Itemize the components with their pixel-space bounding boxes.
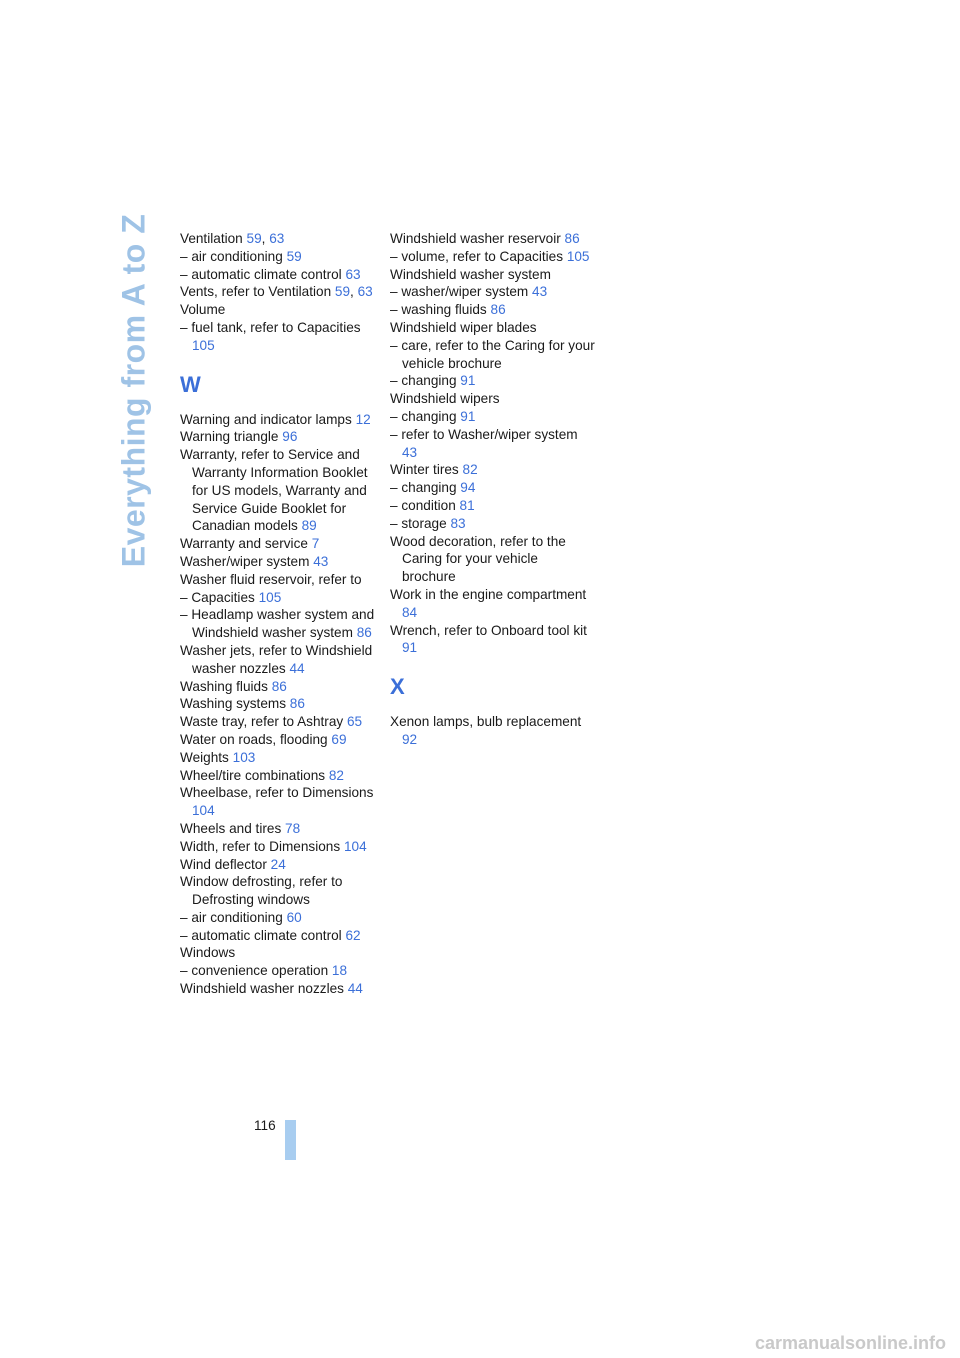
page-link[interactable]: 105 [192, 337, 215, 353]
index-entry-text: – changing [390, 373, 457, 389]
index-entry-text: Windshield washer nozzles [180, 981, 344, 997]
index-entry-text: Ventilation [180, 231, 243, 246]
index-entry [390, 248, 595, 266]
page-link[interactable]: 43 [402, 444, 418, 460]
page-link[interactable]: 86 [289, 696, 305, 712]
index-entry-text: Windshield wiper blades [390, 319, 537, 335]
index-entry-text: Windshield washer system [390, 266, 551, 282]
page-link[interactable]: 63 [357, 284, 373, 300]
index-entry [180, 873, 385, 909]
index-entry-text: Width, refer to Dimensions [180, 838, 341, 854]
index-entry-text: Wind deflector [180, 856, 267, 872]
index-entry [180, 678, 385, 696]
page-link[interactable]: 44 [289, 660, 305, 676]
index-entry [390, 319, 595, 337]
index-entry-text: – air conditioning [180, 909, 283, 925]
page-link[interactable]: 60 [286, 909, 302, 925]
index-entry [180, 248, 385, 266]
page-link[interactable]: 105 [566, 248, 590, 264]
page-separator: , [261, 231, 270, 246]
index-entry-text: Window defrosting, refer to Defrosting windows [180, 874, 343, 908]
index-entry [180, 428, 385, 446]
index-entry [180, 767, 385, 785]
page-link[interactable]: 86 [356, 625, 372, 641]
index-entry-text: Wood decoration, refer to the Caring for your vehicle brochure [390, 533, 566, 585]
index-entry-text: – automatic climate control [180, 927, 342, 943]
page-link[interactable]: 82 [462, 462, 478, 478]
index-entry-text: – care, refer to the Caring for your vehicle brochure [390, 337, 595, 371]
page-link[interactable]: 82 [328, 767, 344, 783]
index-entry-text: Wheelbase, refer to Dimensions [180, 785, 374, 801]
index-entry [180, 589, 385, 607]
page-link[interactable]: 91 [402, 640, 418, 656]
page-link[interactable]: 105 [258, 589, 282, 605]
page-link[interactable]: 94 [460, 480, 476, 496]
page-link[interactable]: 63 [345, 266, 361, 282]
page-number: 116 [254, 1118, 276, 1133]
index-entry-text: Wheel/tire combinations [180, 767, 326, 783]
index-entry [390, 372, 595, 390]
index-entry-text: Weights [180, 749, 229, 765]
index-entry [390, 301, 595, 319]
index-entry-text: Waste tray, refer to Ashtray [180, 714, 344, 730]
side-title [112, 213, 156, 567]
page-link[interactable]: 81 [459, 497, 475, 513]
index-entry-text: – air conditioning [180, 248, 283, 264]
page-link[interactable]: 104 [192, 803, 215, 819]
index-entry [180, 230, 385, 248]
index-entry-text: – fuel tank, refer to Capacities [180, 319, 361, 335]
index-letter-heading: X [390, 674, 405, 700]
index-entry-text: Windshield wipers [390, 391, 500, 407]
index-entry [390, 622, 595, 658]
index-entry [180, 838, 385, 856]
index-entry [180, 731, 385, 749]
index-entry [180, 962, 385, 980]
page-link[interactable]: 62 [345, 927, 361, 943]
index-entry [390, 337, 595, 373]
index-entry [390, 515, 595, 533]
page-link[interactable]: 83 [450, 515, 466, 531]
index-entry [180, 266, 385, 284]
index-entry [180, 446, 385, 535]
side-title-text: Everything from A to Z [115, 213, 152, 567]
page-link[interactable]: 65 [346, 714, 363, 730]
page-bar [285, 1120, 296, 1160]
index-entry [180, 411, 385, 429]
index-entry-text: Washer/wiper system [180, 553, 310, 569]
index-entry-text: Washer jets, refer to Windshield washer nozzles [180, 642, 373, 676]
page-link[interactable]: 91 [460, 408, 476, 424]
index-entry-text: – volume, refer to Capacities [390, 248, 564, 264]
index-entry-text: Warning and indicator lamps [180, 411, 352, 427]
page-link[interactable]: 69 [331, 731, 347, 747]
index-entry [180, 927, 385, 945]
index-entry [390, 461, 595, 479]
page-link[interactable]: 44 [347, 981, 363, 997]
index-entry-text: Winter tires [390, 462, 459, 478]
index-entry-text: – Headlamp washer system and Windshield washer system [180, 607, 375, 641]
index-entry [390, 266, 595, 284]
watermark: carmanualsonline.info [754, 1333, 946, 1353]
page-link[interactable]: 103 [232, 749, 256, 765]
index-column-left [180, 230, 385, 998]
index-entry-text: Wrench, refer to Onboard tool kit [390, 622, 587, 638]
index-entry-text: – washer/wiper system [390, 284, 529, 300]
page-link[interactable]: 84 [402, 604, 418, 620]
index-entry-text: Wheels and tires [180, 820, 282, 836]
index-entry [180, 749, 385, 767]
index-entry-text: Windshield washer reservoir [390, 231, 561, 246]
index-entry [390, 426, 595, 462]
page-link[interactable]: 96 [282, 429, 298, 445]
index-entry-text: – convenience operation [180, 963, 329, 979]
index-entry-text: Water on roads, flooding [180, 731, 328, 747]
index-entry [180, 909, 385, 927]
index-entry [180, 980, 385, 998]
index-entry [180, 856, 385, 874]
index-letter-heading: W [180, 371, 201, 397]
index-entry [390, 479, 595, 497]
index-entry [180, 553, 385, 571]
index-entry-text: – condition [390, 497, 456, 513]
index-entry [390, 230, 595, 248]
index-entry [390, 497, 595, 515]
index-entry-text: – changing [390, 408, 457, 424]
index-entry-text: Work in the engine compartment [390, 586, 587, 602]
page-separator: , [350, 284, 358, 300]
index-entry [180, 301, 385, 319]
page-link[interactable]: 43 [532, 284, 548, 300]
page-link[interactable]: 91 [460, 373, 476, 389]
index-entry-text: Vents, refer to Ventilation [180, 284, 332, 300]
index-entry [180, 784, 385, 820]
index-column-right [390, 230, 595, 749]
index-entry-text: – automatic climate control [180, 266, 342, 282]
index-entry [180, 713, 385, 731]
page-link[interactable]: 78 [285, 820, 301, 836]
index-entry-text: – storage [390, 515, 447, 531]
page-link[interactable]: 59 [334, 284, 351, 300]
page-link[interactable]: 89 [301, 518, 317, 534]
index-entry [180, 571, 385, 589]
page-link[interactable]: 59 [286, 248, 302, 264]
index-entry [180, 283, 385, 301]
index-entry-text: – changing [390, 480, 457, 496]
index-entry-text: Windows [180, 945, 236, 961]
index-entry [180, 642, 385, 678]
page-link[interactable]: 86 [490, 302, 506, 318]
index-entry [390, 390, 595, 408]
page-link[interactable]: 18 [331, 963, 348, 979]
index-entry [390, 283, 595, 301]
index-entry-text: Warranty, refer to Service and Warranty Information Booklet for US models, Warranty and Service Guide Booklet for Canadian models [180, 447, 368, 534]
index-entry-text: Warranty and service [180, 536, 308, 552]
index-entry [180, 606, 385, 642]
page-link[interactable]: 59 [246, 231, 262, 246]
index-entry [180, 535, 385, 553]
index-entry [180, 319, 385, 355]
index-entry-text: – Capacities [180, 589, 255, 605]
page-link[interactable]: 104 [343, 838, 367, 854]
index-entry [390, 533, 595, 586]
index-entry [180, 820, 385, 838]
index-entry [390, 586, 595, 622]
index-entry-text: Washer fluid reservoir, refer to [180, 571, 362, 587]
page-link[interactable]: 92 [402, 731, 418, 747]
index-entry [390, 713, 595, 749]
index-entry-text: Washing fluids [180, 678, 268, 694]
index-entry-text: Xenon lamps, bulb replacement [390, 714, 582, 730]
index-entry [390, 408, 595, 426]
index-entry-text: Volume [180, 302, 226, 318]
index-entry [180, 695, 385, 713]
page-link[interactable]: 86 [271, 678, 287, 694]
page-link[interactable]: 7 [311, 536, 320, 552]
index-entry [180, 944, 385, 962]
index-entry-text: Warning triangle [180, 429, 279, 445]
index-entry-text: – refer to Washer/wiper system [390, 426, 578, 442]
page-link[interactable]: 63 [269, 231, 285, 246]
page-link[interactable]: 24 [270, 856, 286, 872]
index-entry-text: – washing fluids [390, 302, 487, 318]
page-link[interactable]: 12 [355, 411, 371, 427]
page-link[interactable]: 43 [313, 553, 329, 569]
index-entry-text: Washing systems [180, 696, 287, 712]
page-link[interactable]: 86 [564, 231, 580, 246]
